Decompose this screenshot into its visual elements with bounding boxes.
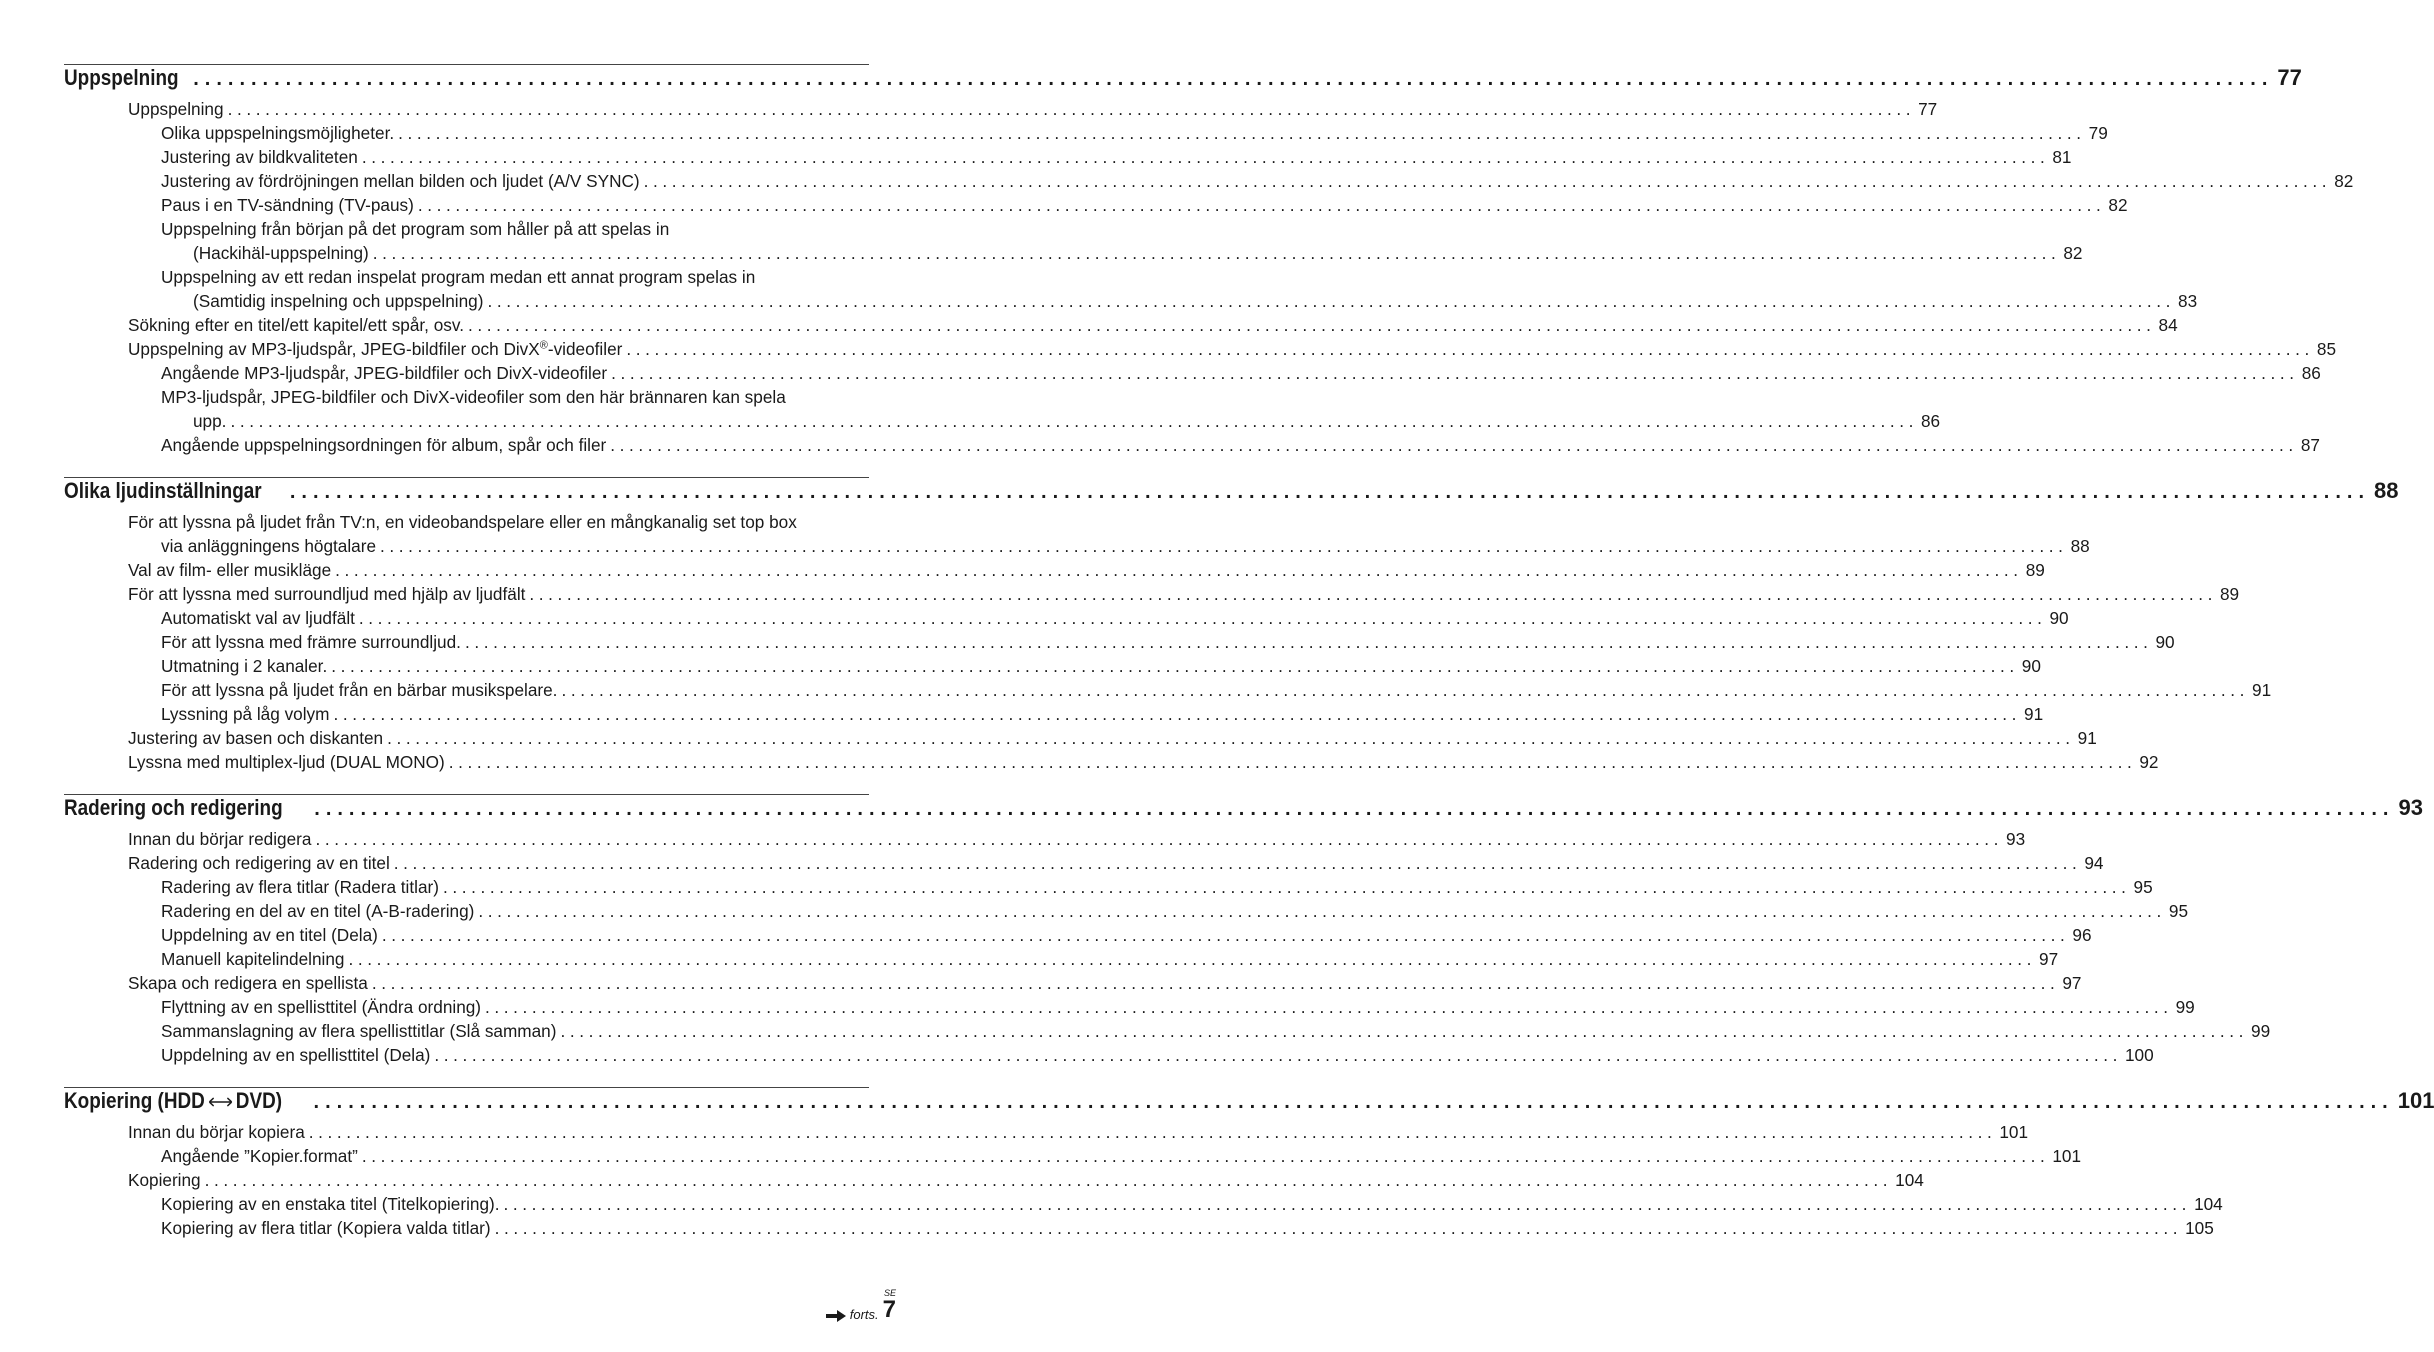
toc-entry	[64, 827, 2026, 851]
dot-leader: ....................................................................................................................................................................................	[333, 704, 2022, 724]
toc-entry-text	[161, 1192, 500, 1216]
page-footer	[826, 1288, 896, 1322]
section-heading	[64, 795, 2423, 827]
toc-entry-label: (Samtidig inspelning och uppspelning)	[193, 291, 484, 311]
section-page: 93	[2398, 795, 2423, 820]
toc-entry-text	[161, 630, 461, 654]
toc-entry-text	[128, 558, 331, 582]
toc-entry-page: 101	[2052, 1146, 2082, 1166]
section-heading	[64, 65, 2302, 97]
toc-section	[64, 477, 2399, 774]
toc-entry-text	[161, 995, 481, 1019]
dot-leader: ....................................................................................................................................................................................	[308, 1122, 1997, 1142]
toc-entry-label: Justering av bildkvaliteten	[161, 147, 358, 167]
dot-leader: ....................................................................................................................................................................................	[529, 584, 2217, 604]
toc-entry-text	[161, 702, 329, 726]
dot-leader: ....................................................................................................................................................................................	[611, 363, 2299, 383]
page-number: 7	[882, 1296, 896, 1323]
toc-entry-text	[161, 1216, 491, 1240]
toc-entry-label: Lyssning på låg volym	[161, 704, 330, 724]
toc-entry-page: 91	[2024, 704, 2044, 724]
toc-entry-page: 91	[2077, 728, 2097, 748]
dot-leader: ....................................................................................................................................................................................	[315, 829, 2004, 849]
dot-leader: ....................................................................................................................................................................................	[417, 195, 2106, 215]
toc-entry-text	[161, 1019, 556, 1043]
toc-entry	[64, 1168, 1924, 1192]
toc-entry	[64, 1043, 2154, 1067]
toc-entry	[64, 899, 2189, 923]
toc-entry-text	[161, 169, 640, 193]
toc-entry	[64, 169, 2354, 193]
toc-entry	[64, 582, 2240, 606]
toc-entry-text	[193, 241, 369, 265]
toc-entry-label: Uppspelning av MP3-ljudspår, JPEG-bildfiler och DivX	[128, 339, 540, 359]
dot-leader: ....................................................................................................................................................................................	[331, 656, 2019, 676]
toc-entry-page: 97	[2062, 973, 2082, 993]
toc-entry-text	[161, 875, 439, 899]
section-title-text: Olika ljudinställningar	[64, 478, 262, 503]
toc-entry-page: 83	[2178, 291, 2198, 311]
toc-entry-label: Uppdelning av en titel (Dela)	[161, 925, 378, 945]
toc-entry-text	[128, 1120, 305, 1144]
toc-entry-text	[161, 606, 355, 630]
dot-leader: ....................................................................................................................................................................................	[230, 411, 1918, 431]
toc-entry-page: 90	[2155, 632, 2175, 652]
toc-entry-text	[128, 827, 311, 851]
toc-entry	[64, 534, 2090, 558]
dot-leader: ....................................................................................................................................................................................	[561, 680, 2250, 700]
toc-entry-page: 79	[2088, 123, 2108, 143]
dot-leader: ....................................................................................................................................................................................	[314, 798, 2395, 820]
toc-entry	[64, 678, 2272, 702]
dot-leader: ....................................................................................................................................................................................	[494, 1218, 2183, 1238]
toc-entry-page: 81	[2052, 147, 2072, 167]
toc-entry-page: 90	[2021, 656, 2041, 676]
dot-leader: ....................................................................................................................................................................................	[478, 901, 2166, 921]
toc-entry-text	[161, 947, 344, 971]
toc-entry-page: 104	[2194, 1194, 2223, 1214]
section-title	[64, 65, 179, 91]
toc-entry-text	[128, 337, 622, 361]
dot-leader: ....................................................................................................................................................................................	[193, 68, 2274, 90]
dot-leader: ....................................................................................................................................................................................	[335, 560, 2023, 580]
toc-entry-page: 104	[1895, 1170, 1924, 1190]
toc-section	[64, 1087, 2434, 1240]
toc-entry-page: 91	[2252, 680, 2272, 700]
dot-leader: ....................................................................................................................................................................................	[610, 435, 2298, 455]
toc-entry-page: 89	[2025, 560, 2045, 580]
dot-leader: ....................................................................................................................................................................................	[371, 973, 2060, 993]
toc-entry	[64, 121, 2108, 145]
toc-entry	[64, 971, 2082, 995]
toc-entry	[64, 337, 2337, 361]
toc-entry-label: För att lyssna med främre surroundljud.	[161, 632, 461, 652]
dot-leader: ....................................................................................................................................................................................	[372, 243, 2061, 263]
toc-entry-label: För att lyssna med surroundljud med hjälp av ljudfält	[128, 584, 526, 604]
toc-entry-label: Radering av flera titlar (Radera titlar)	[161, 877, 439, 897]
toc-entry-page: 92	[2139, 752, 2159, 772]
section-page: 88	[2374, 478, 2399, 503]
section-title-text: Radering och redigering	[64, 795, 283, 820]
toc-entry-text	[161, 899, 474, 923]
toc-entry-page: 87	[2300, 435, 2320, 455]
toc-entry-text	[128, 971, 368, 995]
toc-entry-label: Angående MP3-ljudspår, JPEG-bildfiler och DivX-videofiler	[161, 363, 608, 383]
toc-entry-page: 88	[2070, 536, 2090, 556]
toc-entry	[64, 1144, 2082, 1168]
toc-entry	[64, 1019, 2271, 1043]
dot-leader: ....................................................................................................................................................................................	[204, 1170, 1893, 1190]
section-page: 77	[2277, 65, 2302, 90]
toc-entry	[64, 1120, 2029, 1144]
toc-entry-text	[161, 361, 607, 385]
toc-entry-label: (Hackihäl-uppspelning)	[193, 243, 369, 263]
toc-entry-text	[128, 97, 224, 121]
toc-entry-line: MP3-ljudspår, JPEG-bildfiler och DivX-videofiler som den här brännaren kan spela	[161, 387, 786, 407]
toc-entry-label: För att lyssna på ljudet från en bärbar musikspelare.	[161, 680, 558, 700]
toc-entry-line: Uppspelning från början på det program som håller på att spelas in	[161, 219, 670, 239]
toc-entry-page: 77	[1918, 99, 1938, 119]
section-title	[64, 795, 283, 821]
toc-entry-label: Angående uppspelningsordningen för album, spår och filer	[161, 435, 607, 455]
toc-entry-page: 99	[2175, 997, 2195, 1017]
toc-section	[64, 64, 2354, 457]
dot-leader: ....................................................................................................................................................................................	[442, 877, 2131, 897]
toc-entry-label: Lyssna med multiplex-ljud (DUAL MONO)	[128, 752, 445, 772]
toc-entry-label: Radering och redigering av en titel	[128, 853, 390, 873]
dot-leader: ....................................................................................................................................................................................	[393, 853, 2082, 873]
toc-entry-label: Manuell kapitelindelning	[161, 949, 345, 969]
registered-mark: ®	[539, 339, 548, 352]
toc-entry	[64, 630, 2175, 654]
language-code: SE	[883, 1288, 896, 1298]
toc-entry-label: Innan du börjar redigera	[128, 829, 312, 849]
toc-entry-text	[193, 289, 483, 313]
toc-entry	[64, 750, 2159, 774]
dot-leader: ....................................................................................................................................................................................	[487, 291, 2176, 311]
toc-entry-label: Kopiering av flera titlar (Kopiera valda titlar)	[161, 1218, 491, 1238]
toc-entry-label: Sökning efter en titel/ett kapitel/ett spår, osv.	[128, 315, 464, 335]
section-title-text-after: DVD)	[235, 1088, 283, 1113]
toc-entry	[64, 654, 2041, 678]
toc-entry	[64, 361, 2321, 385]
section-title	[64, 1088, 282, 1114]
toc-entry	[64, 1216, 2214, 1240]
toc-entry-label: Val av film- eller musikläge	[128, 560, 332, 580]
section-heading	[64, 478, 2399, 510]
toc-entry	[64, 409, 1941, 433]
toc-entry	[64, 947, 2059, 971]
toc-entry-text	[128, 726, 383, 750]
toc-entry-text	[128, 851, 390, 875]
toc-entry-text	[161, 534, 376, 558]
dot-leader: ....................................................................................................................................................................................	[381, 925, 2070, 945]
toc-entry-text	[161, 923, 378, 947]
toc-entry	[64, 995, 2195, 1019]
toc-entry	[64, 558, 2045, 582]
toc-entry-page: 100	[2124, 1045, 2154, 1065]
table-of-contents	[64, 64, 2434, 1260]
dot-leader: ....................................................................................................................................................................................	[467, 315, 2156, 335]
toc-entry-text	[193, 409, 226, 433]
toc-entry	[64, 145, 2072, 169]
dot-leader: ....................................................................................................................................................................................	[289, 481, 2371, 503]
toc-entry	[64, 875, 2153, 899]
toc-entry-text	[161, 1043, 430, 1067]
toc-entry-label: Kopiering av en enstaka titel (Titelkopiering).	[161, 1194, 500, 1214]
toc-entry-label: Angående ”Kopier.format”	[161, 1146, 358, 1166]
toc-entry	[64, 241, 2083, 265]
toc-entry-label: Sammanslagning av flera spellisttitlar (Slå samman)	[161, 1021, 557, 1041]
toc-entry-label: Skapa och redigera en spellista	[128, 973, 368, 993]
dot-leader: ....................................................................................................................................................................................	[503, 1194, 2192, 1214]
toc-entry-page: 85	[2316, 339, 2337, 359]
dot-leader: ....................................................................................................................................................................................	[464, 632, 2153, 652]
toc-entry-label: Uppspelning	[128, 99, 224, 119]
toc-entry-text	[161, 121, 394, 145]
dot-leader: ....................................................................................................................................................................................	[361, 147, 2050, 167]
toc-entry-text	[161, 678, 557, 702]
toc-entry-line: Uppspelning av ett redan inspelat program medan ett annat program spelas in	[161, 267, 756, 287]
toc-entry-page: 82	[2108, 195, 2128, 215]
toc-entry-page: 86	[1921, 411, 1941, 431]
toc-entry	[64, 97, 1938, 121]
dot-leader: ....................................................................................................................................................................................	[626, 339, 2314, 359]
dot-leader: ....................................................................................................................................................................................	[387, 728, 2075, 748]
dot-leader: ....................................................................................................................................................................................	[348, 949, 2037, 969]
toc-entry	[64, 923, 2092, 947]
toc-entry-label: via anläggningens högtalare	[161, 536, 377, 556]
dot-leader: ....................................................................................................................................................................................	[560, 1021, 2249, 1041]
toc-entry-text	[161, 193, 414, 217]
toc-entry-label: Paus i en TV-sändning (TV-paus)	[161, 195, 414, 215]
toc-entry-label: Kopiering	[128, 1170, 201, 1190]
toc-entry-page: 94	[2084, 853, 2104, 873]
toc-entry-page: 95	[2133, 877, 2153, 897]
section-title-text: Kopiering (HDD	[64, 1088, 205, 1113]
toc-entry	[64, 1192, 2223, 1216]
toc-entry-label: upp.	[193, 411, 227, 431]
dot-leader: ....................................................................................................................................................................................	[485, 997, 2173, 1017]
toc-entry	[64, 193, 2128, 217]
toc-entry-text	[128, 582, 525, 606]
toc-entry-page: 97	[2039, 949, 2059, 969]
toc-entry-label: Olika uppspelningsmöjligheter.	[161, 123, 395, 143]
toc-entry-line: För att lyssna på ljudet från TV:n, en videobandspelare eller en mångkanalig set top box	[128, 512, 797, 532]
toc-entry-label: Flyttning av en spellisttitel (Ändra ordning)	[161, 997, 482, 1017]
toc-entry-label: Justering av basen och diskanten	[128, 728, 384, 748]
toc-entry	[64, 606, 2069, 630]
dot-leader: ....................................................................................................................................................................................	[361, 1146, 2050, 1166]
section-page: 101	[2397, 1088, 2434, 1113]
toc-entry-text	[161, 654, 327, 678]
section-title	[64, 478, 262, 504]
dot-leader: ....................................................................................................................................................................................	[643, 171, 2332, 191]
toc-entry-page: 105	[2185, 1218, 2214, 1238]
dot-leader: ....................................................................................................................................................................................	[313, 1091, 2394, 1113]
section-title-text: Uppspelning	[64, 65, 179, 90]
toc-entry-text	[128, 313, 464, 337]
toc-entry-label: Automatiskt val av ljudfält	[161, 608, 355, 628]
toc-entry-text	[128, 750, 445, 774]
dot-leader: ....................................................................................................................................................................................	[448, 752, 2137, 772]
toc-entry-page: 101	[1999, 1122, 2029, 1142]
double-arrow-icon	[207, 1096, 233, 1108]
toc-entry-label: Uppdelning av en spellisttitel (Dela)	[161, 1045, 431, 1065]
toc-entry	[64, 433, 2320, 457]
toc-entry-page: 82	[2334, 171, 2354, 191]
dot-leader: ....................................................................................................................................................................................	[358, 608, 2047, 628]
toc-entry-label: Utmatning i 2 kanaler.	[161, 656, 328, 676]
toc-entry	[64, 313, 2178, 337]
toc-entry-text	[161, 1144, 358, 1168]
continued-label: forts.	[849, 1307, 879, 1322]
dot-leader: ....................................................................................................................................................................................	[227, 99, 1916, 119]
dot-leader: ....................................................................................................................................................................................	[398, 123, 2086, 143]
toc-entry-page: 84	[2158, 315, 2178, 335]
toc-entry	[64, 726, 2097, 750]
toc-entry-text	[161, 145, 358, 169]
toc-entry-text	[128, 1168, 201, 1192]
toc-entry-label: Justering av fördröjningen mellan bilden och ljudet (A/V SYNC)	[161, 171, 640, 191]
toc-entry-page: 96	[2072, 925, 2092, 945]
arrow-right-icon	[826, 1310, 846, 1322]
dot-leader: ....................................................................................................................................................................................	[434, 1045, 2122, 1065]
toc-entry-label: Innan du börjar kopiera	[128, 1122, 305, 1142]
toc-entry-page: 90	[2049, 608, 2069, 628]
toc-entry-page: 95	[2168, 901, 2189, 921]
toc-entry-page: 93	[2006, 829, 2026, 849]
toc-entry-page: 89	[2219, 584, 2240, 604]
toc-entry-page: 82	[2063, 243, 2083, 263]
toc-entry	[64, 851, 2104, 875]
toc-entry-text	[161, 433, 606, 457]
toc-entry-page: 86	[2301, 363, 2321, 383]
toc-entry-label-suffix: -videofiler	[547, 339, 623, 359]
toc-section	[64, 794, 2423, 1067]
toc-entry-label: Radering en del av en titel (A-B-radering)	[161, 901, 475, 921]
dot-leader: ....................................................................................................................................................................................	[380, 536, 2068, 556]
toc-entry	[64, 702, 2044, 726]
toc-entry-page: 99	[2251, 1021, 2271, 1041]
section-heading	[64, 1088, 2434, 1120]
toc-entry	[64, 289, 2198, 313]
